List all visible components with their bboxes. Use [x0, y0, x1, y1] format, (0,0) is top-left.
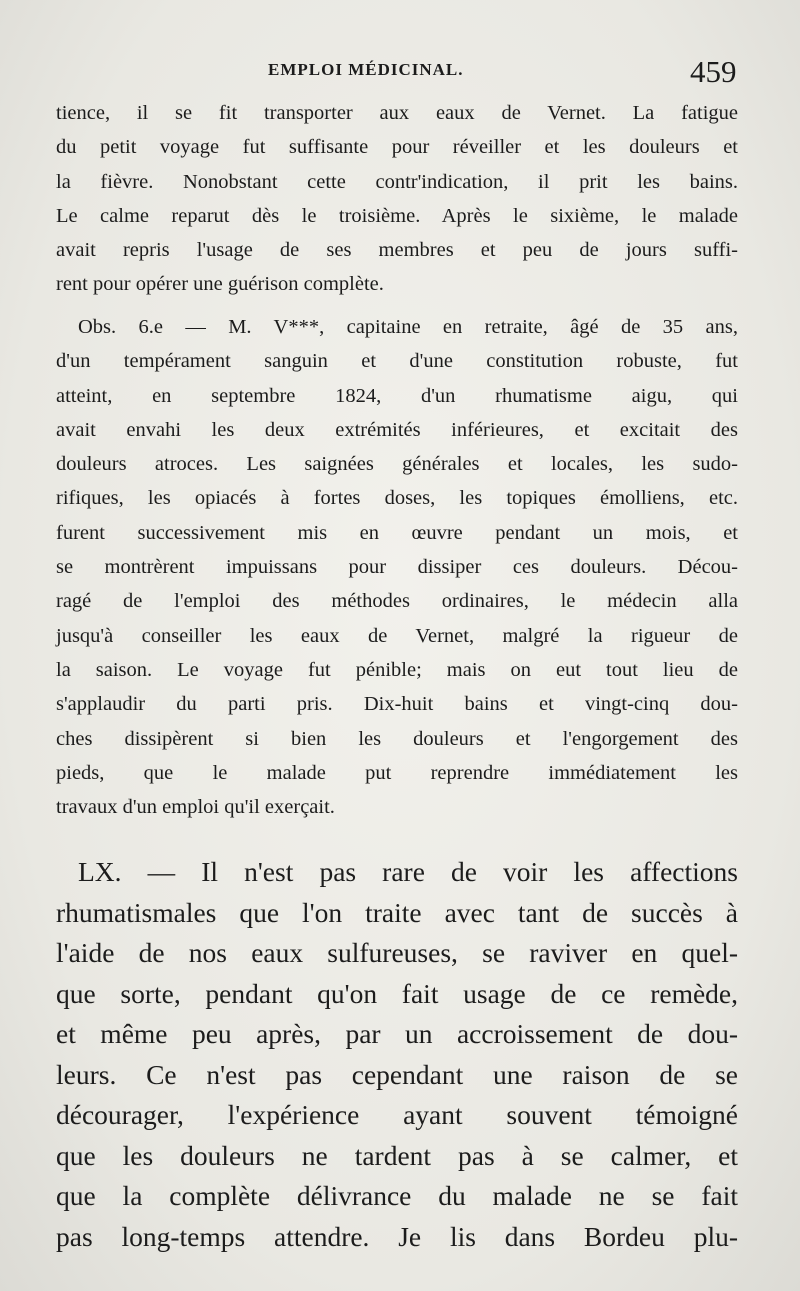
running-title: EMPLOI MÉDICINAL.: [268, 60, 464, 79]
text-line: LX. — Il n'est pas rare de voir les affections: [78, 856, 738, 887]
text-line: que sorte, pendant qu'on fait usage de ce remède,: [56, 977, 738, 1009]
text-line: la fièvre. Nonobstant cette contr'indication, il prit les bains.: [56, 170, 738, 193]
running-head: [0, 54, 800, 88]
text-line: s'applaudir du parti pris. Dix-huit bains et vingt-cinq dou-: [56, 693, 738, 716]
text-line: rhumatismales que l'on traite avec tant de succès à: [56, 896, 738, 928]
paragraph-continuation: [56, 96, 738, 302]
text-line: pieds, que le malade put reprendre immédiatement les: [56, 761, 738, 784]
text-line: avait repris l'usage de ses membres et peu de jours suffi-: [56, 239, 738, 262]
text-line: ragé de l'emploi des méthodes ordinaires, le médecin alla: [56, 590, 738, 613]
text-line: douleurs atroces. Les saignées générales et locales, les sudo-: [56, 453, 738, 476]
text-line: avait envahi les deux extrémités inférieures, et excitait des: [56, 418, 738, 441]
section-lx: [56, 852, 738, 1257]
text-line: Obs. 6.e — M. V***, capitaine en retraite, âgé de 35 ans,: [78, 316, 738, 338]
text-line: jusqu'à conseiller les eaux de Vernet, malgré la rigueur de: [56, 624, 738, 647]
text-line: tience, il se fit transporter aux eaux de Vernet. La fatigue: [56, 102, 738, 124]
text-line: la saison. Le voyage fut pénible; mais on eut tout lieu de: [56, 658, 738, 681]
text-line: décourager, l'expérience ayant souvent témoigné: [56, 1099, 738, 1130]
text-line: l'aide de nos eaux sulfureuses, se raviver en quel-: [56, 937, 738, 968]
text-line: atteint, en septembre 1824, d'un rhumatisme aigu, qui: [56, 384, 738, 407]
text-line: travaux d'un emploi qu'il exerçait.: [56, 796, 335, 819]
text-line: leurs. Ce n'est pas cependant une raison de se: [56, 1058, 738, 1090]
page-number: 459: [690, 54, 737, 89]
text-line: furent successivement mis en œuvre pendant un mois, et: [56, 521, 738, 544]
text-line: d'un tempérament sanguin et d'une constitution robuste, fut: [56, 350, 738, 373]
text-line: que les douleurs ne tardent pas à se calmer, et: [56, 1139, 738, 1171]
text-line: que la complète délivrance du malade ne se fait: [56, 1180, 738, 1211]
text-line: rifiques, les opiacés à fortes doses, les topiques émolliens, etc.: [56, 487, 738, 510]
text-line: et même peu après, par un accroissement de dou-: [56, 1018, 738, 1049]
text-line: se montrèrent impuissans pour dissiper ces douleurs. Décou-: [56, 556, 738, 579]
text-line: pas long-temps attendre. Je lis dans Bordeu plu-: [56, 1220, 738, 1252]
paragraph-observation-6: [56, 310, 738, 824]
text-line: rent pour opérer une guérison complète.: [56, 273, 384, 296]
text-line: ches dissipèrent si bien les douleurs et l'engorgement des: [56, 727, 738, 750]
text-line: du petit voyage fut suffisante pour réveiller et les douleurs et: [56, 136, 738, 159]
text-line: Le calme reparut dès le troisième. Après le sixième, le malade: [56, 204, 738, 227]
